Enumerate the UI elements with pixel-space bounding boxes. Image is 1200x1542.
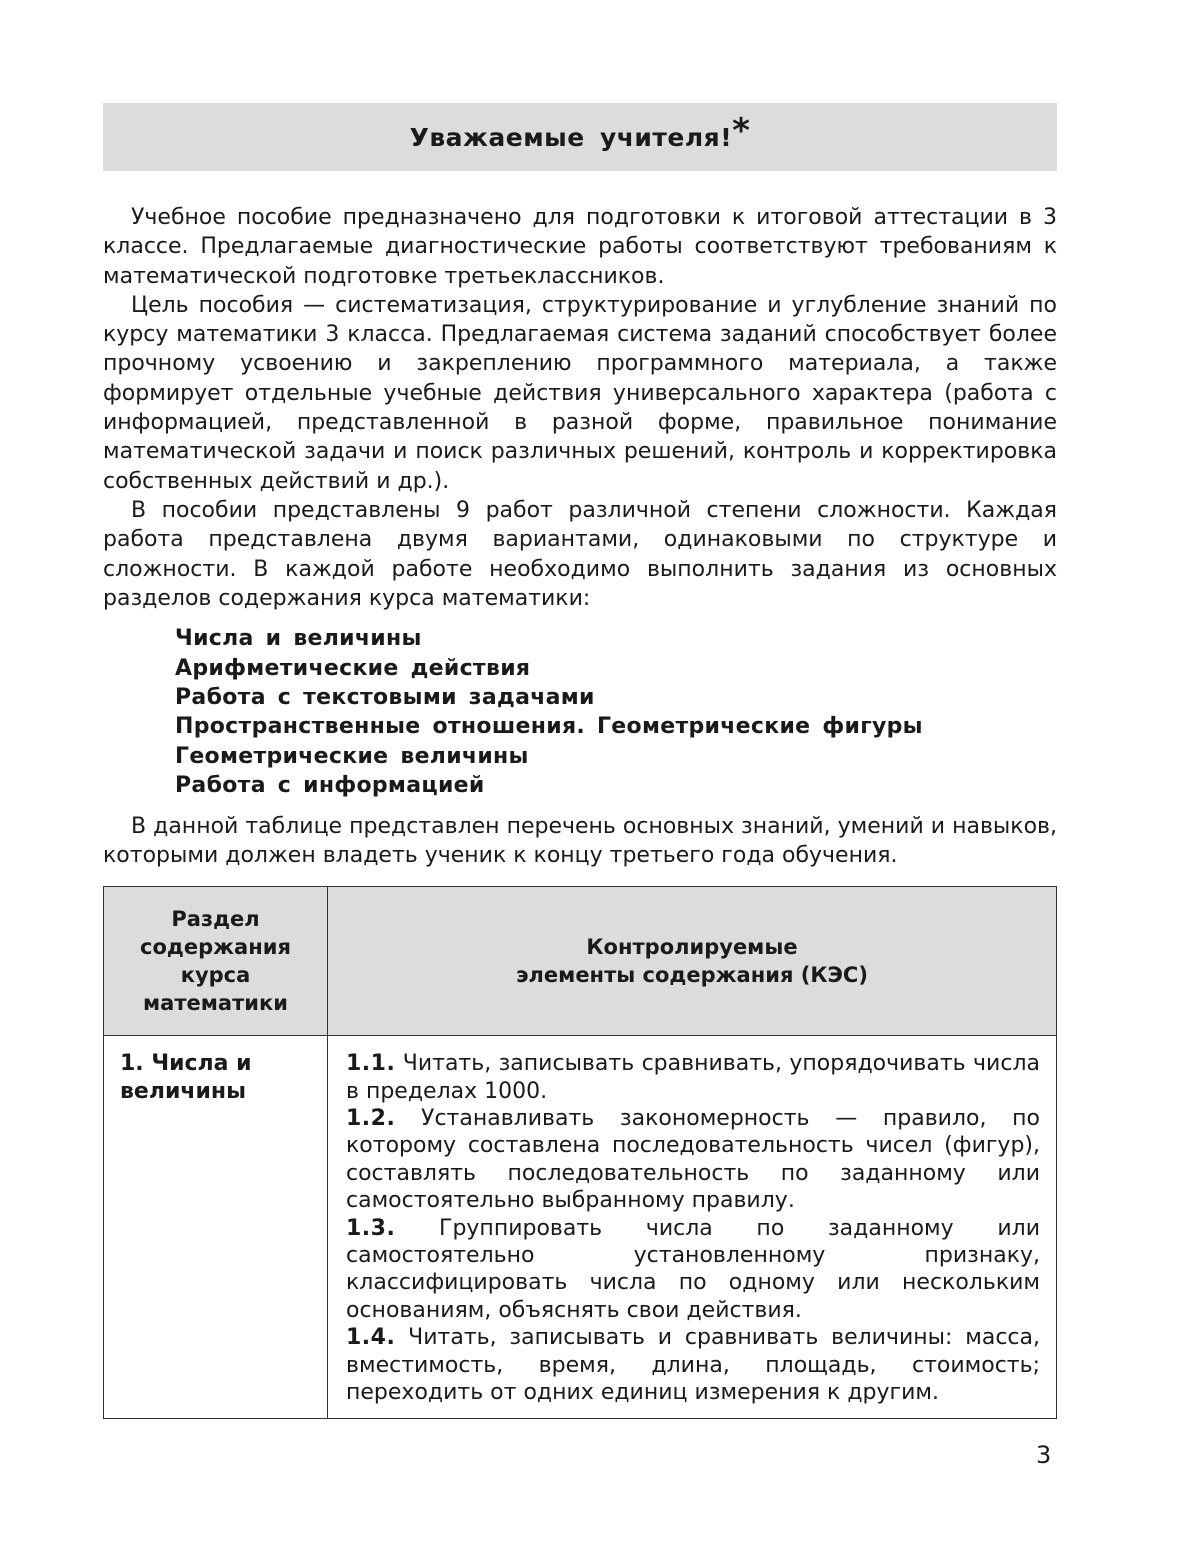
kes-item	[346, 1324, 1040, 1406]
kes-item	[346, 1215, 1040, 1325]
kes-item	[346, 1105, 1040, 1215]
header-line: Раздел	[171, 907, 260, 932]
table-header-row	[104, 887, 1057, 1036]
title-text: Уважаемые учителя!	[409, 122, 733, 152]
section-item: Работа с текстовыми задачами	[175, 684, 595, 710]
section-item: Арифметические действия	[175, 655, 531, 681]
kes-items-cell	[328, 1036, 1057, 1419]
kes-item-number: 1.3.	[346, 1215, 396, 1241]
intro-paragraph-2: Цель пособия — систематизация, структурирование и углубление знаний по курсу математики 3 класса. Предлагаемая система заданий способствует более прочному усвоению и закреплению программного материала, а также формирует отдельные учебные действия универсального характера (работа с информацией, представленной в разной форме, правильное понимание математической задачи и поиск различных решений, контроль и корректировка собственных действий и др.).	[103, 292, 1057, 494]
section-item: Числа и величины	[175, 626, 422, 652]
header-line: содержания	[140, 935, 291, 960]
page	[103, 103, 1057, 1419]
kes-item	[346, 1050, 1040, 1105]
header-line: элементы содержания (КЭС)	[516, 963, 868, 988]
intro-paragraph-1: Учебное пособие предназначено для подготовки к итоговой аттестации в 3 классе. Предлагаемые диагностические работы соответствуют требованиям к математической подготовке третьеклассников.	[103, 205, 1057, 289]
header-line: математики	[143, 991, 288, 1016]
outro-paragraph: В данной таблице представлен перечень основных знаний, умений и навыков, которыми должен владеть ученик к концу третьего года обучения.	[103, 813, 1057, 868]
header-section-cell	[104, 887, 328, 1036]
body-text	[103, 203, 1057, 870]
section-item: Работа с информацией	[175, 773, 485, 799]
footnote-star: *	[732, 110, 751, 151]
sections-list	[175, 624, 1057, 800]
header-kes-cell	[328, 887, 1057, 1036]
intro-paragraph-3: В пособии представлены 9 работ различной степени сложности. Каждая работа представлена двумя вариантами, одинаковыми по структуре и сложности. В каждой работе необходимо выполнить задания из основных разделов содержания курса математики:	[103, 497, 1057, 611]
section-cell: 1. Числа и величины	[104, 1036, 328, 1419]
table-row	[104, 1036, 1057, 1419]
header-line: курса	[180, 963, 251, 988]
kes-table	[103, 886, 1057, 1419]
header-line: Контролируемые	[586, 935, 798, 960]
title-bar	[103, 103, 1057, 171]
kes-item-number: 1.4.	[346, 1325, 396, 1351]
kes-item-text: Группировать числа по заданному или самостоятельно установленному признаку, классифицировать числа по одному или нескольким основаниям, объяснять свои действия.	[346, 1215, 1041, 1323]
section-item: Пространственные отношения. Геометрические фигуры	[175, 714, 923, 740]
page-number: 3	[1036, 1441, 1052, 1469]
section-item: Геометрические величины	[175, 743, 529, 769]
kes-item-text: Читать, записывать и сравнивать величины: масса, вместимость, время, длина, площадь, стоимость; переходить от одних единиц измерения к другим.	[346, 1325, 1040, 1406]
kes-item-text: Устанавливать закономерность — правило, по которому составлена последовательность чисел (фигур), составлять последовательность по заданному или самостоятельно выбранному правилу.	[346, 1106, 1041, 1214]
kes-item-text: Читать, записывать сравнивать, упорядочивать числа в пределах 1000.	[346, 1051, 1040, 1104]
kes-item-number: 1.2.	[346, 1106, 396, 1131]
page-title	[409, 110, 751, 152]
kes-item-number: 1.1.	[346, 1051, 396, 1077]
